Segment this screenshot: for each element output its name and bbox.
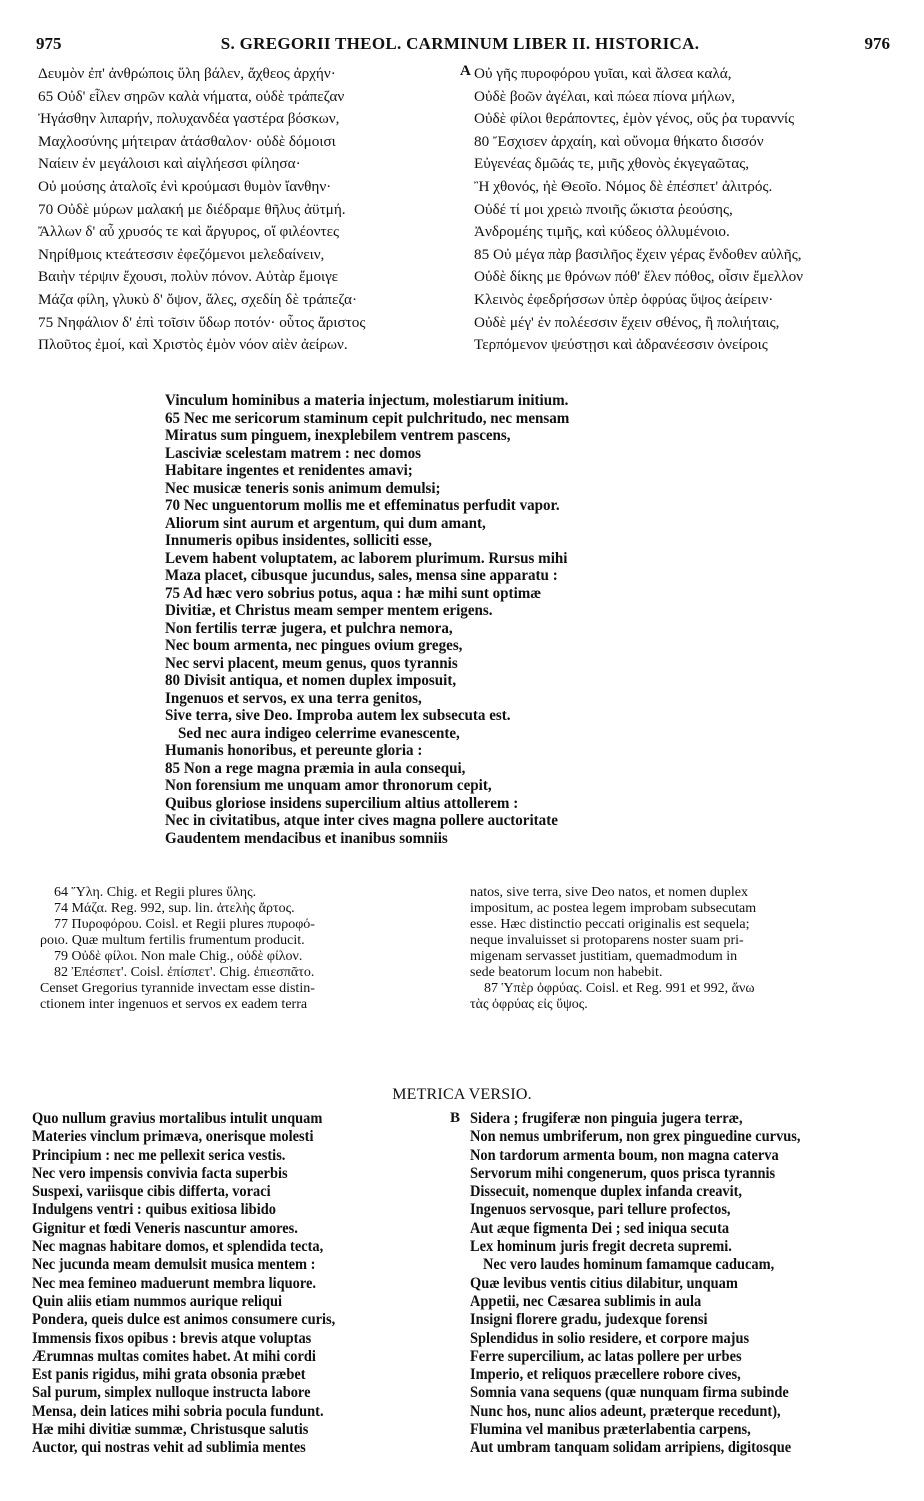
metrical-verse-line: Sal purum, simplex nulloque instructa labore (32, 1384, 311, 1402)
latin-prose-line: 75 Ad hæc vero sobrius potus, aqua : hæ mihi sunt optimæ (165, 584, 542, 602)
footnote-line: migenam servasset justitiam, quemadmodum in (470, 949, 738, 964)
greek-text-left-column (38, 63, 453, 357)
metrical-verse-line: Principium : nec me pellexit serica vestis. (32, 1146, 286, 1164)
greek-verse-line: Μάζα φίλη, γλυκὺ δ' ὄψον, ἅλες, σχεδίη δὲ τράπεζα· (38, 290, 358, 308)
greek-verse-line: Βαιὴν τέρψιν ἔχουσι, πολὺν πόνον. Αὐτὰρ ἔμοιγε (38, 268, 338, 286)
latin-prose-line: Levem habent voluptatem, ac laborem plurimum. Rursus mihi (165, 549, 568, 567)
metrical-verse-line: Non tardorum armenta boum, non magna caterva (470, 1146, 779, 1164)
latin-prose-line: 65 Nec me sericorum staminum cepit pulchritudo, nec mensam (165, 409, 570, 427)
footnote-line: ροιο. Quæ multum fertilis frumentum producit. (40, 933, 305, 948)
metrical-verse-line: Quo nullum gravius mortalibus intulit unquam (32, 1110, 323, 1127)
greek-verse-line: Οὐδὲ βοῶν ἀγέλαι, καὶ πώεα πίονα μήλων, (474, 87, 736, 105)
latin-prose-line: Sed nec aura indigeo celerrime evanescente, (178, 724, 460, 742)
footnote-line: neque invaluisset si protoparens noster suam pri- (470, 933, 744, 948)
latin-prose-line: Non fertilis terræ jugera, et pulchra nemora, (165, 619, 453, 637)
greek-verse-line: 70 Οὐδὲ μύρων μαλακή με διέδραμε θῆλυς ἀϋτμή. (38, 200, 346, 218)
metrical-verse-line: Appetii, nec Cæsarea sublimis in aula (470, 1292, 702, 1310)
metrical-verse-line: Nec mea femineo maduerunt membra liquore. (32, 1274, 316, 1292)
metrical-verse-line: Servorum mihi congenerum, quos prisca tyrannis (470, 1164, 776, 1182)
metrical-verse-line: Aut æque figmenta Dei ; sed iniqua secuta (470, 1219, 730, 1237)
latin-prose-line: Nec boum armenta, nec pingues ovium greges, (165, 637, 463, 654)
metrical-verse-line: Sidera ; frugiferæ non pinguia jugera terræ, (470, 1110, 743, 1127)
running-title: S. GREGORII THEOL. CARMINUM LIBER II. HISTORICA. (220, 34, 700, 53)
metrical-verse-line: Indulgens ventri : quibus exitiosa libido (32, 1201, 276, 1219)
metrical-verse-line: Splendidus in solio residere, et corpore majus (470, 1329, 750, 1347)
latin-prose-line: Nec musicæ teneris sonis animum demulsi; (165, 479, 441, 497)
metrical-verse-line: Lex hominum juris fregit decreta supremi. (470, 1238, 732, 1256)
metrical-verse-line: Materies vinclum primæva, onerisque molesti (32, 1128, 314, 1146)
metrical-verse-line: Pondera, queis dulce est animos consumere curis, (32, 1311, 336, 1329)
column-marker-a: A (460, 63, 471, 79)
footnote-line: ctionem inter ingenuos et servos ex eadem terra (40, 997, 308, 1012)
metrical-verse-line: Non nemus umbriferum, non grex pinguedine curvus, (470, 1128, 801, 1146)
metrical-verse-line: Est panis rigidus, mihi grata obsonia præbet (32, 1366, 306, 1384)
metrical-verse-line: Nec vero impensis convivia facta superbis (32, 1164, 288, 1182)
latin-prose-line: Aliorum sint aurum et argentum, qui dum amant, (165, 514, 486, 532)
latin-prose-line: Nec in civitatibus, atque inter cives magna pollere auctoritate (165, 812, 558, 829)
greek-verse-line: Ἢ χθονός, ἠὲ Θεοῖο. Νόμος δὲ ἐπέσπετ' ἀλιτρός. (474, 177, 773, 195)
greek-verse-line: Εὐγενέας δμῶάς τε, μιῆς χθονὸς ἐκγεγαῶτας, (474, 155, 750, 173)
greek-text-right-column (460, 63, 896, 357)
latin-prose-line: Ingenuos et servos, ex una terra genitos, (165, 689, 422, 707)
greek-verse-line: Οὐδὲ φίλοι θεράποντες, ἐμὸν γένος, οὕς ῥα τυραννίς (474, 110, 795, 128)
metrical-verse-line: Immensis fixos opibus : brevis atque voluptas (32, 1329, 312, 1347)
greek-verse-line: Ναίειν ἐν μεγάλοισι καὶ αἰγλήεσσι φίλησα· (38, 155, 301, 173)
metrical-verse-line: Nunc hos, nunc alios adeunt, præterque recedunt), (470, 1402, 781, 1420)
metrical-verse-line: Auctor, qui nostras vehit ad sublimia mentes (32, 1439, 306, 1457)
metrical-verse-line: Imperio, et reliquos præcellere robore cives, (470, 1366, 741, 1384)
footnote-line: impositum, ac postea legem improbam subsecutam (470, 901, 757, 916)
greek-verse-line: Δευμὸν ἐπ' ἀνθρώποις ὕλη βάλεν, ἄχθεος ἀρχήν· (38, 65, 336, 82)
footnotes-left-column (40, 885, 460, 1013)
latin-prose-line: Quibus gloriose insidens supercilium altius attollerem : (165, 794, 519, 812)
greek-verse-line: Οὐ γῆς πυροφόρου γυῖαι, καὶ ἄλσεα καλά, (474, 65, 732, 82)
greek-verse-line: 65 Οὐδ' εἷλεν σηρῶν καλὰ νήματα, οὐδὲ τράπεζαν (38, 87, 345, 105)
footnote-line: sede beatorum locum non habebit. (470, 965, 663, 980)
metrical-version-left-column (32, 1110, 462, 1458)
metrical-verse-line: Ærumnas multas comites habet. At mihi cordi (32, 1347, 316, 1365)
greek-verse-line: 85 Οὐ μέγα πὰρ βασιλῆος ἔχειν γέρας ἔνδοθεν αὐλῆς, (474, 245, 802, 263)
metrical-verse-line: Suspexi, variisque cibis differta, voraci (32, 1183, 271, 1201)
metrical-verse-line: Ferre supercilium, ac latas pollere per urbes (470, 1347, 742, 1365)
greek-verse-line: 80 Ἔσχισεν ἀρχαίη, καὶ οὔνομα θήκατο δισσόν (474, 132, 764, 150)
column-marker-b: B (450, 1110, 461, 1126)
latin-prose-line: Humanis honoribus, et pereunte gloria : (165, 742, 423, 759)
metrical-verse-line: Somnia vana sequens (quæ nunquam firma subinde (470, 1384, 789, 1402)
greek-verse-line: Οὐδέ τί μοι χρειὼ πνοιῆς ὤκιστα ῥεούσης, (474, 200, 733, 218)
footnote-line: 79 Οὐδὲ φίλοι. Non male Chig., οὐδὲ φίλον. (54, 949, 303, 964)
latin-prose-line: Divitiæ, et Christus meam semper mentem erigens. (165, 602, 493, 619)
latin-prose-line: Sive terra, sive Deo. Improba autem lex subsecuta est. (165, 707, 511, 724)
latin-prose-translation (165, 392, 685, 847)
footnote-line: Censet Gregorius tyrannide invectam esse distin- (40, 981, 315, 996)
metrical-verse-line: Aut umbram tanquam solidam arripiens, digitosque (470, 1439, 792, 1457)
latin-prose-line: Habitare ingentes et renidentes amavi; (165, 462, 413, 479)
metrical-verse-line: Quæ levibus ventis citius dilabitur, unquam (470, 1274, 738, 1292)
greek-verse-line: Ἠγάσθην λιπαρήν, πολυχανδέα γαστέρα βόσκων, (38, 110, 340, 128)
latin-prose-line: Miratus sum pinguem, inexplebilem ventrem pascens, (165, 427, 511, 444)
greek-verse-line: Οὐ μούσης ἀταλοῖς ἐνὶ κρούμασι θυμὸν ἴανθην· (38, 177, 332, 195)
metrical-verse-line: Quin aliis etiam nummos aurique reliqui (32, 1292, 283, 1310)
greek-verse-line: 75 Νηφάλιον δ' ἐπὶ τοῖσιν ὕδωρ ποτόν· οὗτος ἄριστος (38, 313, 366, 331)
greek-verse-line: Ἄλλων δ' αὖ χρυσός τε καὶ ἄργυρος, οἵ φιλέοντες (38, 223, 340, 241)
metrical-version-right-column (450, 1110, 910, 1458)
metrical-verse-line: Nec vero laudes hominum famamque caducam, (483, 1256, 775, 1274)
footnote-line: 87 Ὑπὲρ ὀφρύας. Coisl. et Reg. 991 et 992, ἄνω (484, 981, 755, 996)
latin-prose-line: Vinculum hominibus a materia injectum, molestiarum initium. (165, 392, 569, 409)
metrical-verse-line: Insigni florere gradu, judexque forensi (470, 1311, 708, 1329)
latin-prose-line: 80 Divisit antiqua, et nomen duplex imposuit, (165, 672, 457, 689)
greek-verse-line: Οὐδὲ μέγ' ἐν πολέεσσιν ἔχειν σθένος, ἢ πολιήταις, (474, 313, 780, 331)
metrical-verse-line: Nec jucunda meam demulsit musica mentem : (32, 1256, 316, 1274)
greek-verse-line: Οὐδὲ δίκης με θρόνων πόθ' ἕλεν πόθος, οἷσιν ἔμελλον (474, 268, 804, 286)
footnote-line: 82 Ἐπέσπετ'. Coisl. ἐπίσπετ'. Chig. ἐπιεσπᾶτο. (54, 965, 315, 980)
metrical-verse-line: Ingenuos servosque, pari tellure profectos, (470, 1201, 731, 1219)
greek-verse-line: Τερπόμενον ψεύστῃσι καὶ ἀδρανέεσσιν ὀνείροις (474, 336, 768, 354)
footnote-line: 64 Ὕλη. Chig. et Regii plures ὕλης. (54, 885, 257, 900)
page-header (30, 34, 890, 56)
footnote-line: 77 Πυροφόρου. Coisl. et Regii plures πυροφό- (54, 917, 315, 932)
footnote-line: τὰς ὀφρύας εἰς ὕψος. (470, 997, 588, 1012)
latin-prose-line: 85 Non a rege magna præmia in aula consequi, (165, 759, 466, 777)
latin-prose-line: 70 Nec unguentorum mollis me et effeminatus perfudit vapor. (165, 497, 560, 514)
metrical-verse-line: Flumina vel manibus præterlabentia carpens, (470, 1421, 751, 1439)
footnote-line: esse. Hæc distinctio peccati originalis est sequela; (470, 917, 750, 932)
latin-prose-line: Nec servi placent, meum genus, quos tyrannis (165, 654, 458, 672)
latin-prose-line: Innumeris opibus insidentes, solliciti esse, (165, 532, 432, 549)
greek-verse-line: Ἀνδρομέης τιμῆς, καὶ κύδεος ὀλλυμένοιο. (474, 223, 730, 241)
metrical-verse-line: Gignitur et fœdi Veneris nascuntur amores. (32, 1219, 298, 1237)
greek-verse-line: Νηρίθμοις κτεάτεσσιν ἐφεζόμενοι μελεδαίνειν, (38, 245, 325, 263)
metrical-verse-line: Dissecuit, nomenque duplex infanda creavit, (470, 1183, 743, 1201)
footnote-line: 74 Μάζα. Reg. 992, sup. lin. ἀτελὴς ἄρτος. (54, 901, 295, 916)
metrica-versio-heading: METRICA VERSIO. (392, 1086, 532, 1103)
latin-prose-line: Gaudentem mendacibus et inanibus somniis (165, 829, 448, 847)
latin-prose-line: Maza placet, cibusque jucundus, sales, mensa sine apparatu : (165, 567, 558, 584)
metrical-verse-line: Mensa, dein latices mihi sobria pocula fundunt. (32, 1402, 324, 1420)
greek-verse-line: Μαχλοσύνης μήτειραν ἀτάσθαλον· οὐδὲ δόμοισι (38, 132, 336, 150)
greek-verse-line: Κλεινὸς ἐφεδρήσσων ὑπὲρ ὀφρύας ὕψος ἀείρειν· (474, 290, 774, 308)
greek-verse-line: Πλοῦτος ἐμοί, καὶ Χριστὸς ἐμὸν νόον αἰὲν ἀείρων. (38, 336, 348, 354)
metrical-verse-line: Hæ mihi divitiæ summæ, Christusque salutis (32, 1421, 309, 1439)
latin-prose-line: Lasciviæ scelestam matrem : nec domos (165, 444, 422, 462)
footnotes-right-column (470, 885, 890, 1013)
page-number-right: 976 (864, 34, 890, 53)
metrical-verse-line: Nec magnas habitare domos, et splendida tecta, (32, 1238, 324, 1256)
page-number-left: 975 (36, 34, 62, 53)
footnote-line: natos, sive terra, sive Deo natos, et nomen duplex (470, 885, 748, 900)
latin-prose-line: Non forensium me unquam amor thronorum cepit, (165, 777, 492, 794)
